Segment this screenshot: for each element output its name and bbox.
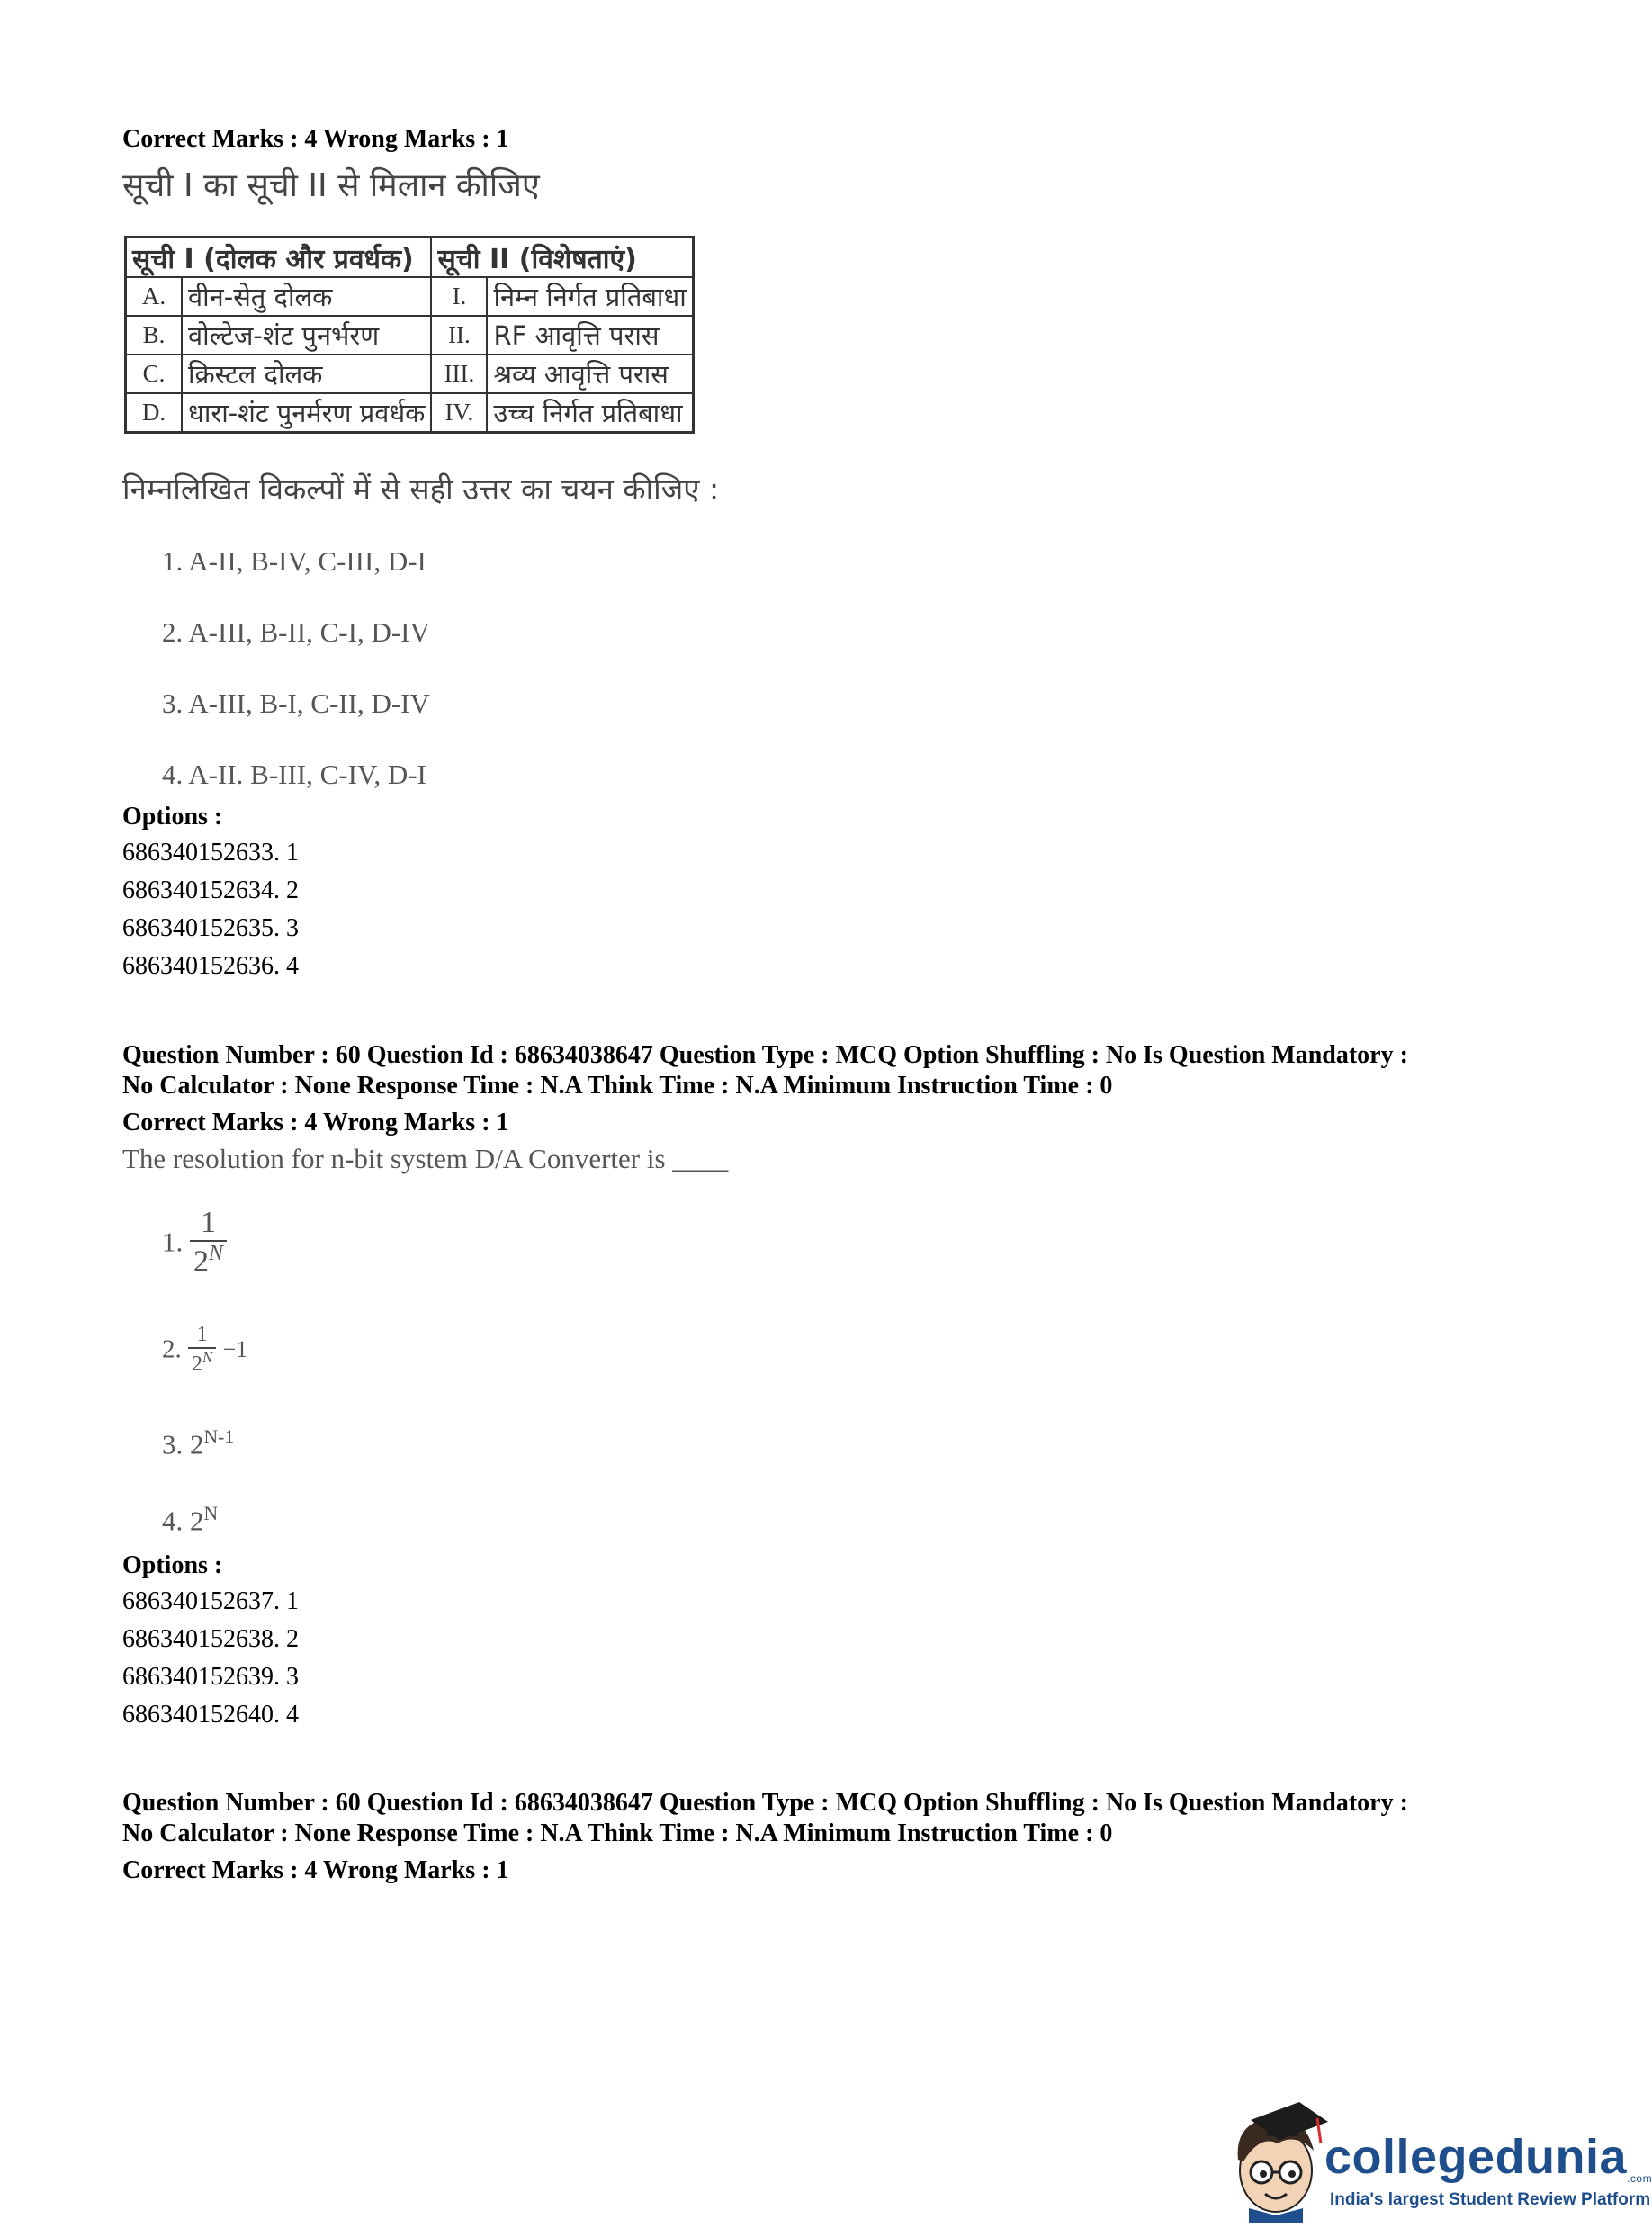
marks-line: Correct Marks : 4 Wrong Marks : 1 [122,1109,509,1136]
option-id: 686340152635. 3 [122,914,299,942]
list-1-item: वोल्टेज-शंट पुनर्भरण [182,316,431,355]
base: 2 [192,1352,202,1376]
option-id: 686340152633. 1 [122,839,299,867]
table-row [126,316,694,355]
row-label: C. [126,355,183,393]
exponent: N [203,1503,219,1524]
list-2-item: श्रव्य आवृत्ति परास [487,355,693,393]
base: 2 [190,1428,204,1460]
row-label: IV. [431,393,487,433]
list-1-item: क्रिस्टल दोलक [182,355,431,393]
row-label: II. [431,316,487,355]
choice-number: 4. [162,1505,184,1537]
match-table-header [126,238,694,278]
choice-item: 2. A-III, B-II, C-I, D-IV [162,616,430,648]
option-id: 686340152636. 4 [122,952,299,980]
table-row [126,393,694,433]
fraction [188,1323,216,1377]
choice-number: 1. [162,1226,184,1258]
question-meta-line-1: Question Number : 60 Question Id : 68634038647 Question Type : MCQ Option Shuffling : No Is Question Mandatory : [122,1789,1408,1817]
list-2-item: निम्न निर्गत प्रतिबाधा [487,277,693,316]
row-label: A. [126,277,183,316]
question-meta-line-2: No Calculator : None Response Time : N.A Think Time : N.A Minimum Instruction Time : 0 [122,1072,1113,1100]
choose-instruction: निम्नलिखित विकल्पों में से सही उत्तर का चयन कीजिए : [122,472,720,507]
choice-item [162,1206,227,1279]
marks-line: Correct Marks : 4 Wrong Marks : 1 [122,1856,509,1884]
brand-name-text: collegedunia [1324,2130,1628,2184]
choice-item [162,1503,218,1537]
question-meta-line-1: Question Number : 60 Question Id : 68634038647 Question Type : MCQ Option Shuffling : No Is Question Mandatory : [122,1041,1408,1069]
option-id: 686340152637. 1 [122,1587,299,1615]
list-2-header: सूची II (विशेषताएं) [431,238,693,278]
denominator [190,1242,227,1279]
numerator: 1 [188,1323,216,1349]
list-2-item: उच्च निर्गत प्रतिबाधा [487,393,693,433]
choice-item: 3. A-III, B-I, C-II, D-IV [162,687,430,719]
row-label: D. [126,393,183,433]
option-id: 686340152640. 4 [122,1701,299,1729]
match-instruction: सूची I का सूची II से मिलान कीजिए [122,167,540,204]
option-id: 686340152634. 2 [122,876,299,904]
question-meta-line-2: No Calculator : None Response Time : N.A Think Time : N.A Minimum Instruction Time : 0 [122,1819,1113,1847]
list-1-item: वीन-सेतु दोलक [182,277,431,316]
choice-number: 3. [162,1428,184,1460]
brand-tagline: India's largest Student Review Platform [1330,2190,1651,2209]
choice-item: 4. A-II. B-III, C-IV, D-I [162,759,426,790]
row-label: III. [431,355,487,393]
base: 2 [190,1505,204,1537]
denominator [188,1349,216,1377]
option-id: 686340152639. 3 [122,1663,299,1691]
minus-one: −1 [222,1336,248,1362]
choice-item: 1. A-II, B-IV, C-III, D-I [162,545,426,577]
brand-name [1324,2129,1652,2185]
options-label: Options : [122,1551,223,1579]
row-label: I. [431,277,487,316]
options-label: Options : [122,803,223,831]
list-2-item: RF आवृत्ति परास [487,316,693,355]
choice-number: 2. [162,1334,182,1364]
numerator: 1 [190,1206,227,1242]
collegedunia-logo [1224,2097,1652,2223]
choice-item [162,1426,234,1460]
fraction [190,1206,227,1279]
exponent: N [202,1349,213,1366]
brand-domain: .com [1627,2172,1652,2185]
choice-item [162,1323,247,1377]
exponent: N-1 [203,1426,235,1448]
list-1-header: सूची I (दोलक और प्रवर्धक) [126,238,432,278]
question-text: The resolution for n-bit system D/A Converter is ____ [122,1143,729,1174]
option-id: 686340152638. 2 [122,1625,299,1653]
list-1-item: धारा-शंट पुनर्मरण प्रवर्धक [182,393,431,433]
base: 2 [193,1244,209,1279]
exponent: N [209,1242,223,1265]
mascot-icon [1224,2097,1332,2223]
marks-line-top: Correct Marks : 4 Wrong Marks : 1 [122,125,509,153]
table-row [126,277,694,316]
match-table [124,236,695,434]
table-row [126,355,694,393]
row-label: B. [126,316,183,355]
